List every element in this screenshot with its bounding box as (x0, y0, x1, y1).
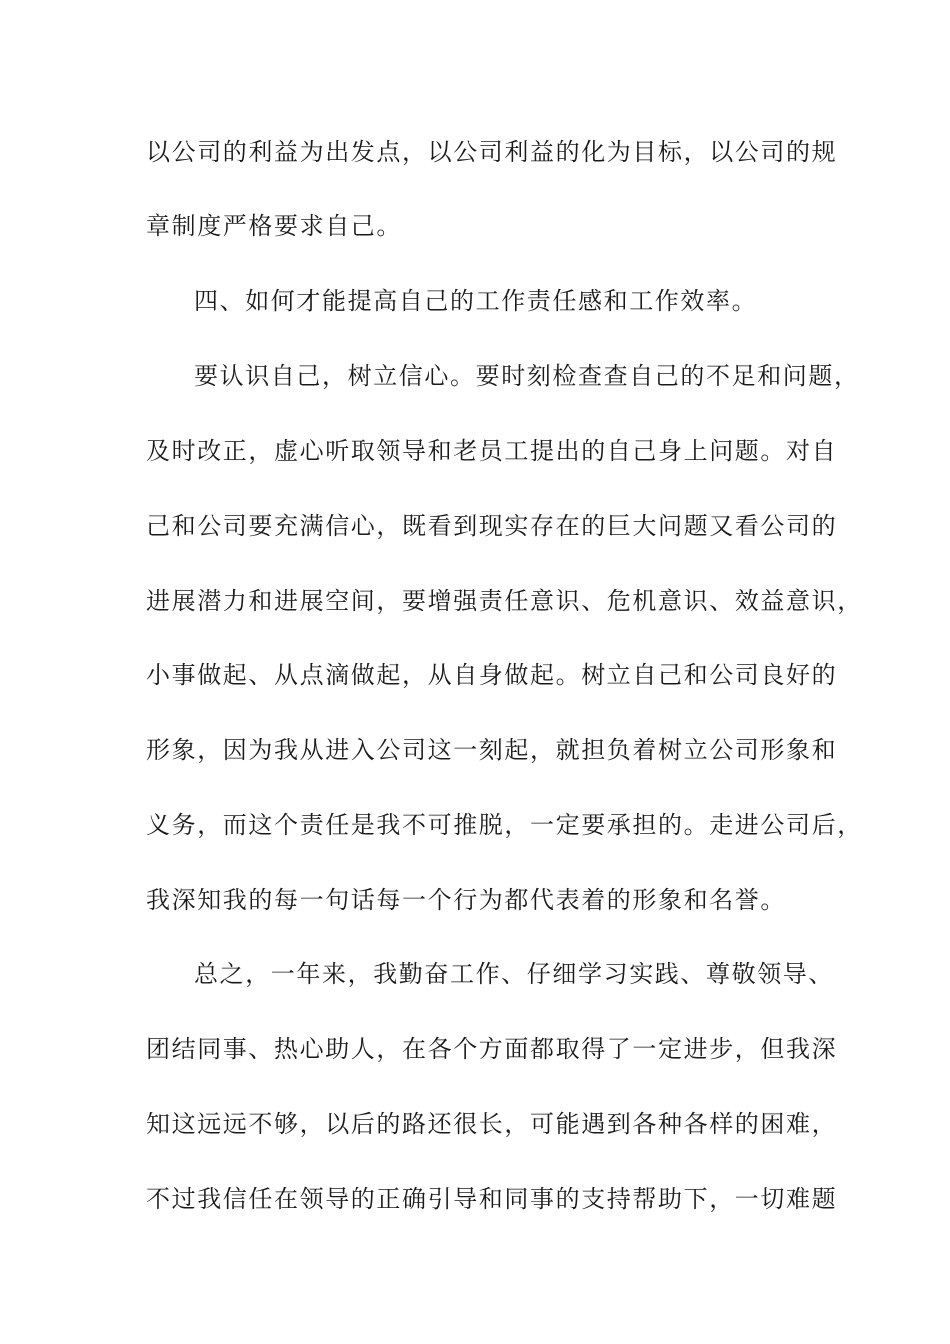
text-line: 义务，而这个责任是我不可推脱，一定要承担的。走进公司后， (146, 811, 863, 839)
text-line: 章制度严格要求自己。 (146, 212, 402, 240)
text-line: 团结同事、热心助人，在各个方面都取得了一定进步，但我深 (146, 1035, 838, 1063)
text-line: 己和公司要充满信心，既看到现实存在的巨大问题又看公司的 (146, 512, 838, 540)
text-line: 以公司的利益为出发点，以公司利益的化为目标，以公司的规 (146, 138, 838, 166)
text-line: 不过我信任在领导的正确引导和同事的支持帮助下，一切难题 (146, 1185, 838, 1213)
text-line: 进展潜力和进展空间，要增强责任意识、危机意识、效益意识， (146, 587, 863, 615)
text-line: 小事做起、从点滴做起，从自身做起。树立自己和公司良好的 (146, 661, 838, 689)
text-line: 及时改正，虚心听取领导和老员工提出的自己身上问题。对自 (146, 437, 838, 465)
text-line: 知这远远不够，以后的路还很长，可能遇到各种各样的困难， (146, 1110, 838, 1138)
text-line: 我深知我的每一句话每一个行为都代表着的形象和名誉。 (146, 886, 786, 914)
section-heading: 四、如何才能提高自己的工作责任感和工作效率。 (194, 287, 758, 315)
text-line: 形象，因为我从进入公司这一刻起，就担负着树立公司形象和 (146, 736, 838, 764)
text-line: 总之，一年来，我勤奋工作、仔细学习实践、尊敬领导、 (194, 960, 834, 988)
text-line: 要认识自己，树立信心。要时刻检查查自己的不足和问题， (194, 362, 860, 390)
